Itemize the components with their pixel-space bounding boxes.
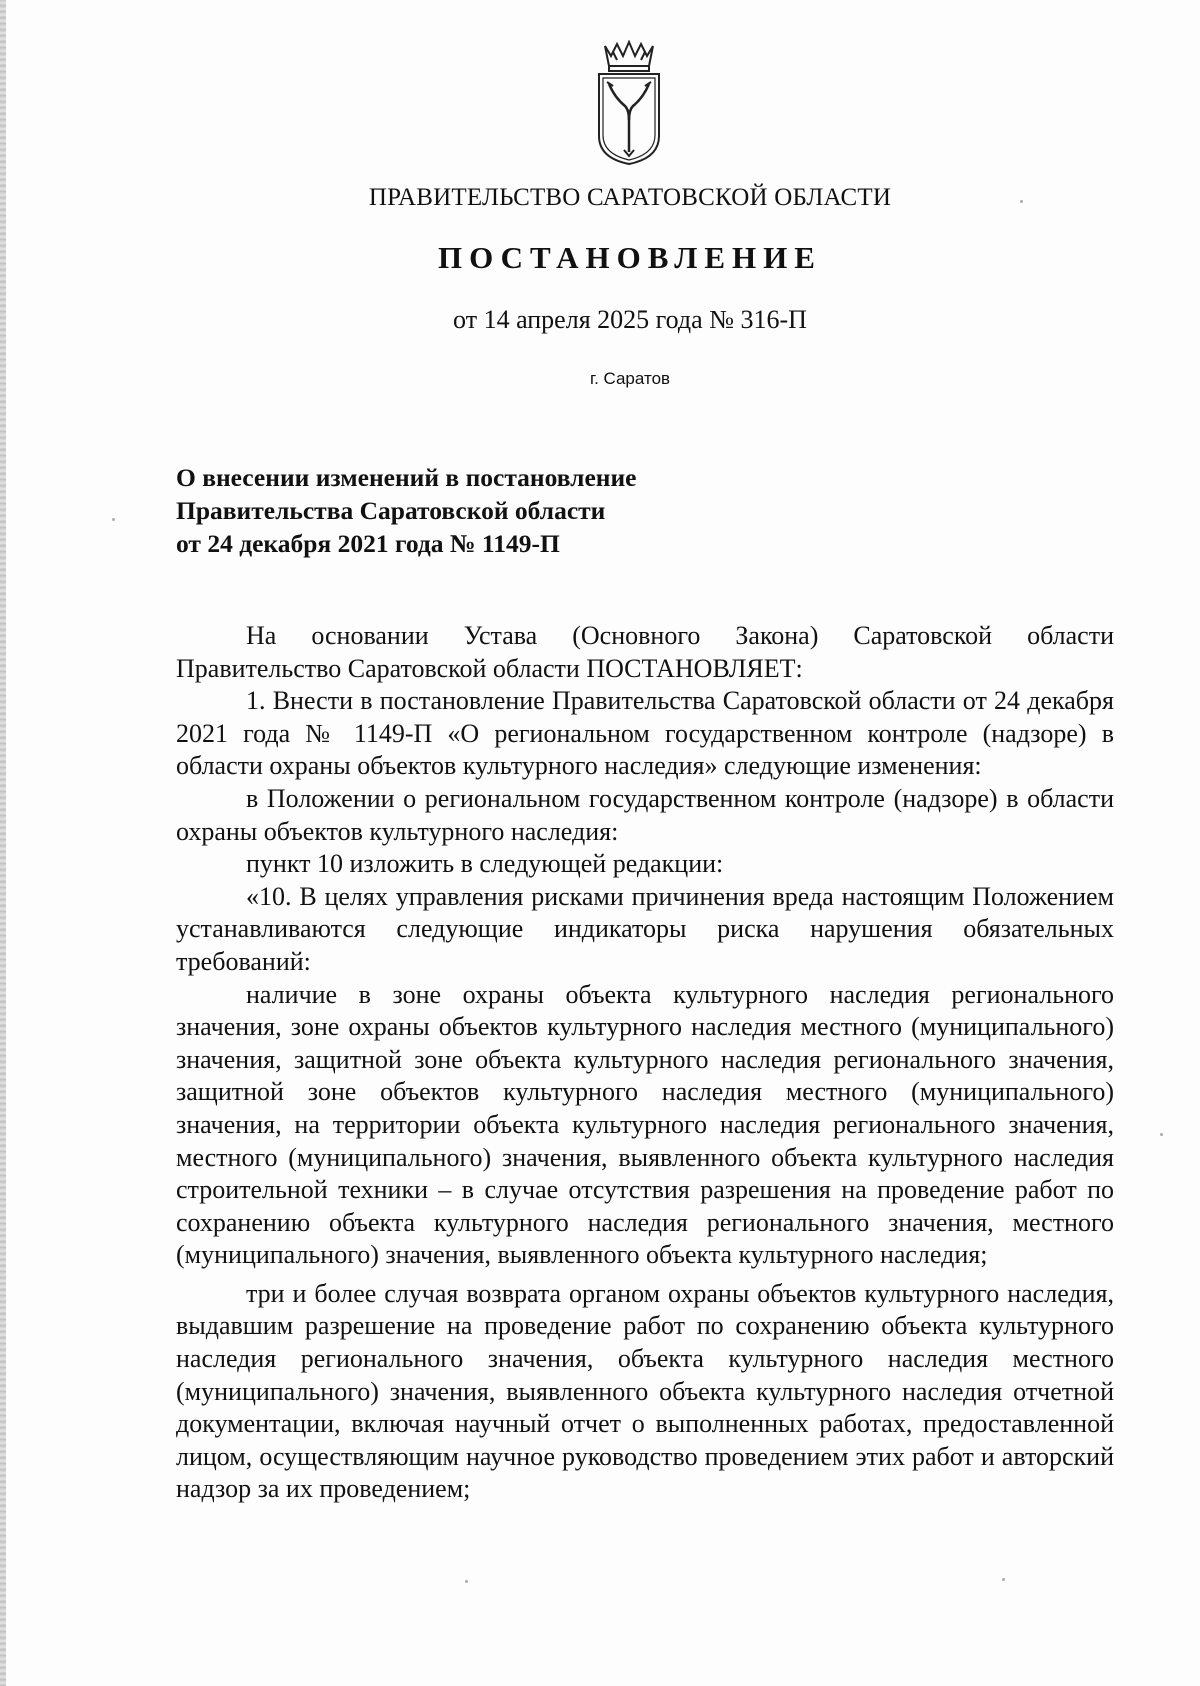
scan-speck xyxy=(1002,1578,1005,1581)
body-paragraph: На основании Устава (Основного Закона) Саратовской области Правительство Саратовской области ПОСТАНОВЛЯЕТ: xyxy=(176,621,1114,683)
subject-line: О внесении изменений в постановление xyxy=(176,463,637,492)
government-title: ПРАВИТЕЛЬСТВО САРАТОВСКОЙ ОБЛАСТИ xyxy=(368,184,892,211)
document-subject xyxy=(176,461,637,560)
body-paragraph: пункт 10 изложить в следующей редакции: xyxy=(246,849,724,879)
scan-edge xyxy=(0,0,6,1686)
body-paragraph: наличие в зоне охраны объекта культурного наследия регионального значения, зоне охраны объектов культурного наследия местного (муниципального) значения, защитной зоне объекта культурного наследия регионального значения, защитной зоне объектов культурного наследия местного (муниципального) значения, на территории объекта культурного наследия регионального значения, местного (муниципального) значения, выявленного объекта культурного наследия строительной техники – в случае отсутствия разрешения на проведение работ по сохранению объекта культурного наследия регионального значения, местного (муниципального) значения, выявленного объекта культурного наследия; xyxy=(176,979,1114,1270)
document-date-number: от 14 апреля 2025 года № 316-П xyxy=(453,305,807,334)
subject-line: Правительства Саратовской области xyxy=(176,496,606,525)
document-body xyxy=(176,620,1114,1506)
scan-speck xyxy=(1020,200,1023,203)
body-paragraph: в Положении о региональном государственном контроле (надзоре) в области охраны объектов культурного наследия: xyxy=(176,783,1114,846)
scan-speck xyxy=(112,518,115,521)
body-paragraph: три и более случая возврата органом охраны объектов культурного наследия, выдавшим разрешение на проведение работ по сохранению объекта культурного наследия регионального значения, объекта культурного наследия местного (муниципального) значения, выявленного объекта культурного наследия отчетной документации, включая научный отчет о выполненных работах, предоставленной лицом, осуществляющим научное руководство проведением этих работ и авторский надзор за их проведением; xyxy=(176,1278,1114,1504)
scan-speck xyxy=(1160,1133,1163,1136)
scan-speck xyxy=(465,1580,468,1583)
body-paragraph: «10. В целях управления рисками причинения вреда настоящим Положением устанавливаются следующие индикаторы риска нарушения обязательных требований: xyxy=(176,881,1114,976)
document-city: г. Саратов xyxy=(589,369,671,388)
coat-of-arms-icon xyxy=(591,40,667,168)
document-type-heading: ПОСТАНОВЛЕНИЕ xyxy=(438,240,822,275)
subject-line: от 24 декабря 2021 года № 1149-П xyxy=(176,529,560,558)
body-paragraph: 1. Внести в постановление Правительства Саратовской области от 24 декабря 2021 года № 1149-П «О региональном государственном контроле (надзоре) в области охраны объектов культурного наследия» следующие изменения: xyxy=(176,686,1114,781)
